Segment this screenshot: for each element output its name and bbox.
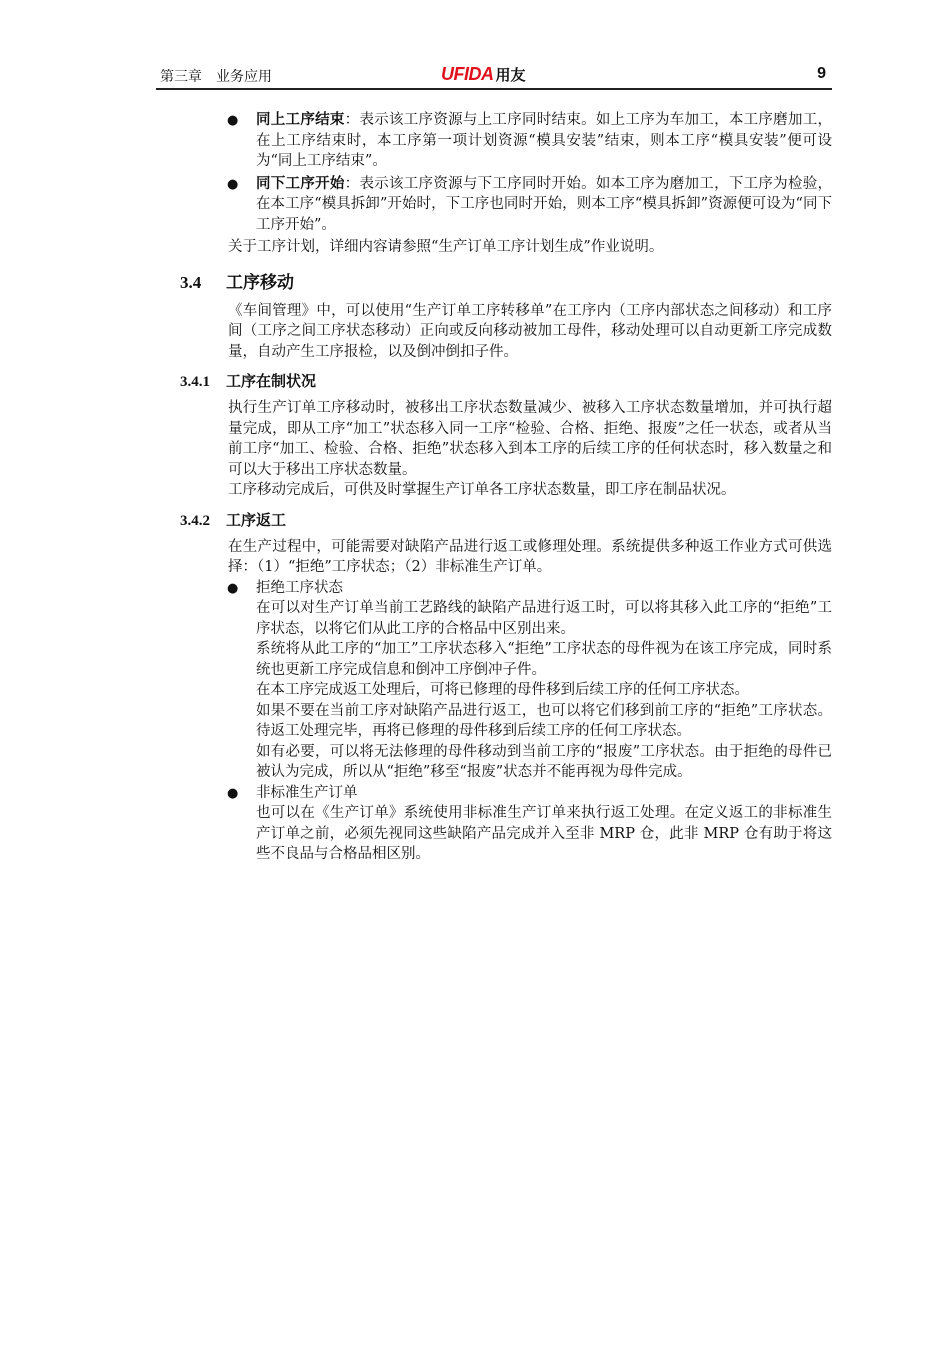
list-item-paragraph: 系统将从此工序的“加工”工序状态移入“拒绝”工序状态的母件视为在该工序完成，同时系统也更新工序完成信息和倒冲工序倒冲子件。 [256, 641, 832, 678]
list-item-paragraph: 在可以对生产订单当前工艺路线的缺陷产品进行返工时，可以将其移入此工序的“拒绝”工序状态，以将它们从此工序的合格品中区别出来。 [256, 600, 832, 637]
bullet-term: 同下工序开始 [256, 174, 345, 192]
bullet-same-next-start [227, 174, 833, 236]
paragraph-3-4-1-b: 工序移动完成后，可供及时掌握生产订单各工序状态数量，即工序在制品状况。 [228, 482, 736, 498]
section-number: 3.4.1 [180, 374, 210, 390]
chapter-title: 第三章 业务应用 [160, 69, 272, 85]
page-header [156, 64, 832, 90]
paragraph-3-4-2: 在生产过程中，可能需要对缺陷产品进行返工或修理处理。系统提供多种返工作业方式可供选择：（1）“拒绝”工序状态；（2）非标准生产订单。 [228, 538, 832, 575]
section-title: 工序移动 [226, 272, 294, 293]
bullet-same-prev-end [227, 110, 833, 172]
bullet-icon: ● [227, 176, 239, 192]
bullet-icon: ● [227, 785, 239, 801]
section-number: 3.4 [180, 272, 202, 292]
paragraph-plan-note: 关于工序计划，详细内容请参照“生产订单工序计划生成”作业说明。 [228, 239, 664, 255]
section-number: 3.4.2 [180, 512, 210, 529]
bullet-nonstandard-order [227, 783, 832, 804]
section-heading-3-4 [180, 268, 832, 293]
bullet-reject-status [227, 578, 832, 599]
paragraph-3-4: 《车间管理》中，可以使用“生产订单工序转移单”在工序内（工序内部状态之间移动）和工序间（工序之间工序状态移动）正向或反向移动被加工母件，移动处理可以自动更新工序完成数量，自动产生工序报检，以及倒冲倒扣子件。 [228, 302, 832, 360]
section-title: 工序在制状况 [226, 372, 317, 390]
bullet-icon: ● [227, 113, 239, 128]
section-heading-3-4-2 [180, 509, 832, 530]
bullet-text: ：表示该工序资源与下工序同时开始。如本工序为磨加工，下工序为检验，在本工序“模具拆卸”开始时，下工序也同时开始，则本工序“模具拆卸”资源便可设为“同下工序开始”。 [256, 175, 833, 233]
section-heading-3-4-1 [180, 370, 832, 391]
bullet-label: 非标准生产订单 [256, 784, 358, 801]
brand-logo [441, 64, 526, 85]
brand-latin: UFIDA [441, 64, 494, 84]
section-title: 工序返工 [226, 510, 287, 529]
page-number: 9 [817, 65, 826, 82]
list-item-paragraph: 如有必要，可以将无法修理的母件移动到当前工序的“报废”工序状态。由于拒绝的母件已被认为完成，所以从“拒绝”移至“报废”状态并不能再视为母件完成。 [256, 743, 832, 780]
paragraph-3-4-1-a: 执行生产订单工序移动时，被移出工序状态数量减少、被移入工序状态数量增加，并可执行超量完成，即从工序“加工”状态移入同一工序“检验、合格、拒绝、报废”之任一状态，或者从当前工序“加工、检验、合格、拒绝”状态移入到本工序的后续工序的任何状态时，移入数量之和可以大于移出工序状态数量。 [228, 400, 832, 478]
list-item-paragraph: 也可以在《生产订单》系统使用非标准生产订单来执行返工处理。在定义返工的非标准生产订单之前，必须先视同这些缺陷产品完成并入至非 MRP 仓，此非 MRP 仓有助于将这些不良品与合格品相区别。 [256, 805, 832, 862]
bullet-label: 拒绝工序状态 [256, 579, 343, 596]
list-item-paragraph: 在本工序完成返工处理后，可将已修理的母件移到后续工序的任何工序状态。 [256, 682, 749, 698]
brand-cn: 用友 [495, 67, 526, 84]
bullet-text: ：表示该工序资源与上工序同时结束。如上工序为车加工，本工序磨加工，在上工序结束时，本工序第一项计划资源“模具安装”结束，则本工序“模具安装”便可设为“同上工序结束”。 [256, 112, 833, 169]
bullet-term: 同上工序结束 [256, 111, 345, 128]
list-item-paragraph: 如果不要在当前工序对缺陷产品进行返工，也可以将它们移到前工序的“拒绝”工序状态。待返工处理完毕，再将已修理的母件移到后续工序的任何工序状态。 [256, 702, 832, 739]
page-body [180, 110, 832, 865]
bullet-icon: ● [227, 580, 239, 596]
